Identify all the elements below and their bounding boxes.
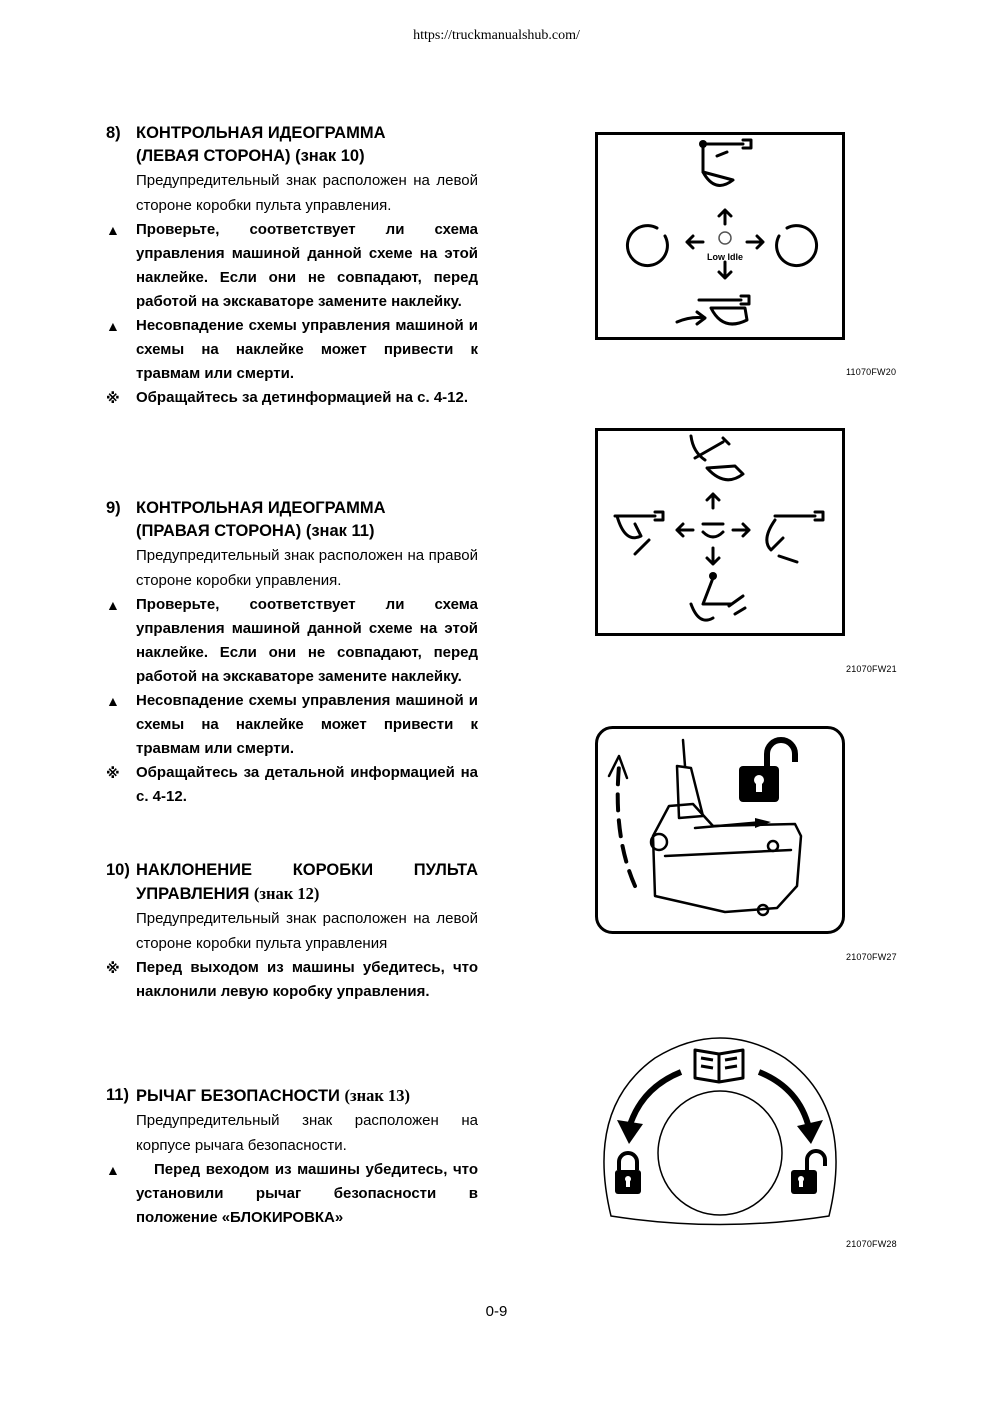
control-box-tilt-figure <box>595 726 845 934</box>
note-item <box>106 386 478 410</box>
note-item <box>106 956 478 1004</box>
heading-text: РЫЧАГ БЕЗОПАСНОСТИ <box>136 1087 340 1105</box>
reference-mark-icon: ※ <box>106 960 120 976</box>
item-text: Перед веходом из машины убедитесь, что установили рычаг безопасности в положение «БЛОКИРОВКА» <box>136 1161 478 1226</box>
section-10 <box>106 859 478 1004</box>
warning-triangle-icon: ▲ <box>106 318 120 334</box>
warning-item <box>106 1158 478 1230</box>
note-item <box>106 761 478 809</box>
heading-line: КОНТРОЛЬНАЯ ИДЕОГРАММА <box>136 499 386 517</box>
item-text: Обращайтесь за детинформацией на с. 4-12. <box>136 389 469 406</box>
figure-caption: 21070FW27 <box>846 952 897 962</box>
heading-text: УПРАВЛЕНИЯ <box>136 885 250 903</box>
item-text: Проверьте, соответствует ли схема управления машиной данной схеме на этой наклейке. Если они не совпадают, перед работой на экскаваторе замените наклейку. <box>136 221 478 310</box>
sign-number: (знак 13) <box>344 1086 411 1105</box>
section-8 <box>106 122 478 410</box>
heading-line: КОНТРОЛЬНАЯ ИДЕОГРАММА <box>136 124 386 142</box>
warning-triangle-icon: ▲ <box>106 693 120 709</box>
warning-triangle-icon: ▲ <box>106 222 120 238</box>
section-10-heading <box>106 859 478 906</box>
section-number: 10) <box>106 861 130 879</box>
page-number: 0-9 <box>485 1303 508 1320</box>
warning-item <box>106 314 478 386</box>
item-text: Обращайтесь за детальной информацией на с. 4-12. <box>136 764 478 805</box>
section-9-heading <box>106 497 478 543</box>
heading-line <box>106 882 478 906</box>
heading-line: (ПРАВАЯ СТОРОНА) (знак 11) <box>136 522 375 540</box>
low-idle-label: Low Idle <box>707 252 743 262</box>
warning-item <box>106 593 478 689</box>
section-number: 9) <box>106 499 121 517</box>
warning-triangle-icon: ▲ <box>106 1162 120 1178</box>
figure-caption: 11070FW20 <box>846 367 897 377</box>
item-text: Перед выходом из машины убедитесь, что наклонили левую коробку управления. <box>136 959 478 1000</box>
control-pattern-right-figure <box>595 428 845 636</box>
section-9 <box>106 497 478 809</box>
sign-number: (знак 12) <box>253 884 320 903</box>
warning-item <box>106 689 478 761</box>
warning-triangle-icon: ▲ <box>106 597 120 613</box>
heading-line: (ЛЕВАЯ СТОРОНА) (знак 10) <box>136 147 365 165</box>
section-description: Предупредительный знак расположен на левой стороне коробки пульта управления. <box>136 172 478 214</box>
item-text: Проверьте, соответствует ли схема управления машиной данной схеме на этой наклейке. Если они не совпадают, перед работой на экскаваторе замените наклейку. <box>136 596 478 685</box>
section-description: Предупредительный знак расположен на корпусе рычага безопасности. <box>136 1112 478 1154</box>
reference-mark-icon: ※ <box>106 390 120 406</box>
heading-line: НАКЛОНЕНИЕ КОРОБКИ ПУЛЬТА <box>136 861 478 879</box>
section-description: Предупредительный знак расположен на правой стороне коробки управления. <box>136 547 478 589</box>
heading-line <box>106 1084 478 1108</box>
section-number: 11) <box>106 1086 129 1104</box>
source-url[interactable]: https://truckmanualshub.com/ <box>413 28 580 43</box>
item-text: Несовпадение схемы управления машиной и схемы на наклейке может привести к травмам или смерти. <box>136 317 478 382</box>
section-11-heading <box>106 1084 478 1108</box>
warning-item <box>106 218 478 314</box>
section-11 <box>106 1084 478 1230</box>
section-8-heading <box>106 122 478 168</box>
reference-mark-icon: ※ <box>106 765 120 781</box>
figure-caption: 21070FW21 <box>846 664 897 674</box>
item-text: Несовпадение схемы управления машиной и схемы на наклейке может привести к травмам или смерти. <box>136 692 478 757</box>
section-description: Предупредительный знак расположен на левой стороне коробки пульта управления <box>136 910 478 952</box>
control-pattern-left-figure <box>595 132 845 340</box>
figure-caption: 21070FW28 <box>846 1239 897 1249</box>
safety-lever-figure <box>595 1028 845 1226</box>
section-number: 8) <box>106 124 121 142</box>
